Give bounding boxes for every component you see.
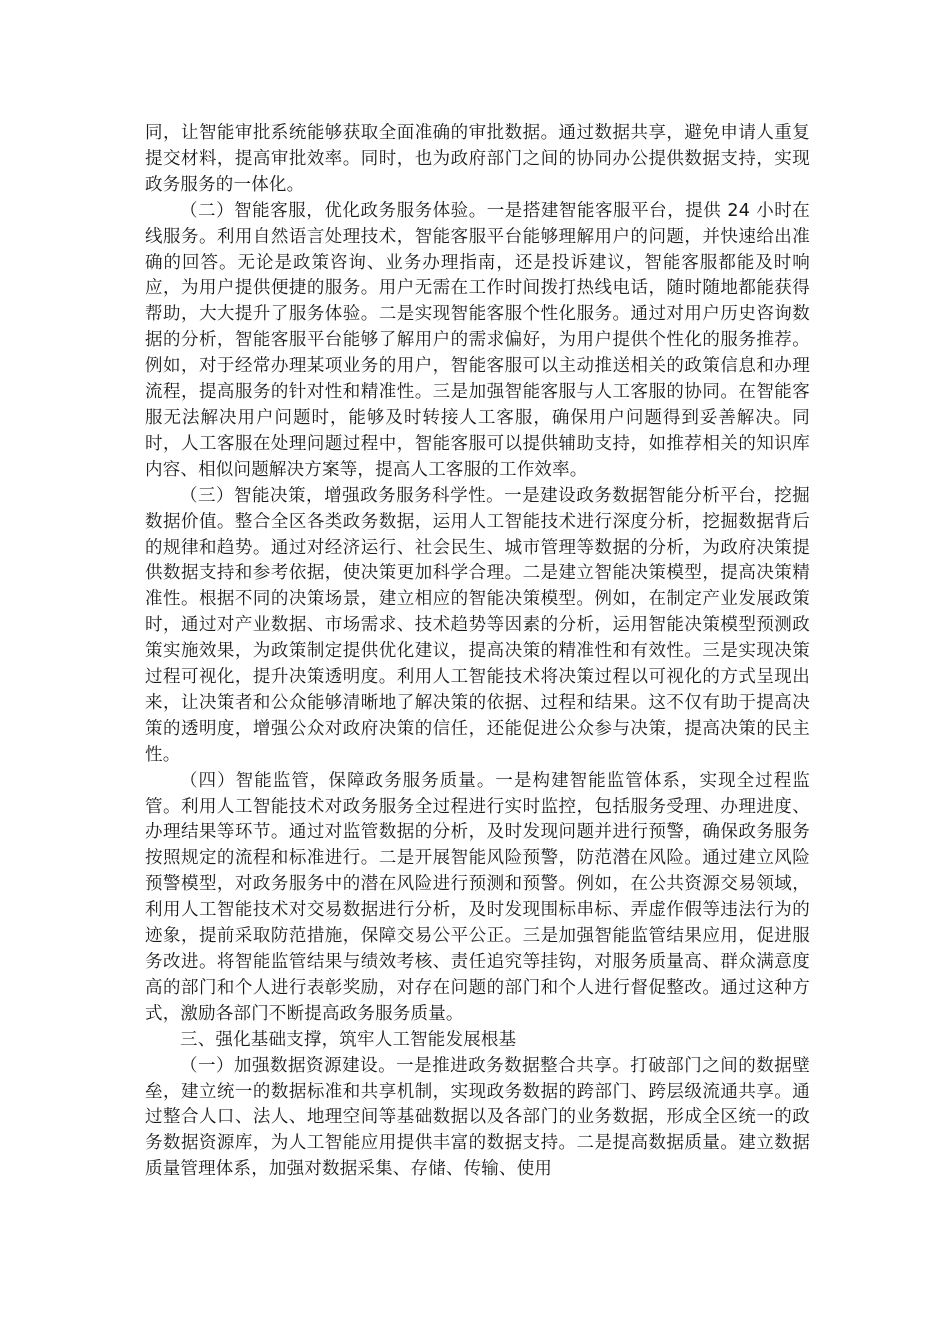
paragraph-continuation: 同，让智能审批系统能够获取全面准确的审批数据。通过数据共享，避免申请人重复提交材料，提高审批效率。同时，也为政府部门之间的协同办公提供数据支持，实现政务服务的一体化。 [145, 123, 810, 195]
paragraph-smart-supervision: （四）智能监管，保障政务服务质量。一是构建智能监管体系，实现全过程监管。利用人工智能技术对政务服务全过程进行实时监控，包括服务受理、办理进度、办理结果等环节。通过对监管数据的分析，及时发现问题并进行预警，确保政务服务按照规定的流程和标准进行。二是开展智能风险预警，防范潜在风险。通过建立风险预警模型，对政务服务中的潜在风险进行预测和预警。例如，在公共资源交易领域，利用人工智能技术对交易数据进行分析，及时发现围标串标、弄虚作假等违法行为的迹象，提前采取防范措施，保障交易公平公正。三是加强智能监管结果应用，促进服务改进。将智能监管结果与绩效考核、责任追究等挂钩，对服务质量高、群众满意度高的部门和个人进行表彰奖励，对存在问题的部门和个人进行督促整改。通过这种方式，激励各部门不断提高政务服务质量。 [145, 770, 810, 1024]
paragraph-smart-customer-service: （二）智能客服，优化政务服务体验。一是搭建智能客服平台，提供 24 小时在线服务。利用自然语言处理技术，智能客服平台能够理解用户的问题，并快速给出准确的回答。无论是政策咨询、业务办理指南，还是投诉建议，智能客服都能及时响应，为用户提供便捷的服务。用户无需在工作时间拨打热线电话，随时随地都能获得帮助，大大提升了服务体验。二是实现智能客服个性化服务。通过对用户历史咨询数据的分析，智能客服平台能够了解用户的需求偏好，为用户提供个性化的服务推荐。例如，对于经常办理某项业务的用户，智能客服可以主动推送相关的政策信息和办理流程，提高服务的针对性和精准性。三是加强智能客服与人工客服的协同。在智能客服无法解决用户问题时，能够及时转接人工客服，确保用户问题得到妥善解决。同时，人工客服在处理问题过程中，智能客服可以提供辅助支持，如推荐相关的知识库内容、相似问题解决方案等，提高人工客服的工作效率。 [145, 200, 810, 480]
paragraph-smart-decision: （三）智能决策，增强政务服务科学性。一是建设政务数据智能分析平台，挖掘数据价值。整合全区各类政务数据，运用人工智能技术进行深度分析，挖掘数据背后的规律和趋势。通过对经济运行、社会民生、城市管理等数据的分析，为政府决策提供数据支持和参考依据，使决策更加科学合理。二是建立智能决策模型，提高决策精准性。根据不同的决策场景，建立相应的智能决策模型。例如，在制定产业发展政策时，通过对产业数据、市场需求、技术趋势等因素的分析，运用智能决策模型预测政策实施效果，为政策制定提供优化建议，提高决策的精准性和有效性。三是实现决策过程可视化，提升决策透明度。利用人工智能技术将决策过程以可视化的方式呈现出来，让决策者和公众能够清晰地了解决策的依据、过程和结果。这不仅有助于提高决策的透明度，增强公众对政府决策的信任，还能促进公众参与决策，提高决策的民主性。 [145, 485, 810, 765]
document-body [145, 121, 810, 1183]
paragraph-data-resources: （一）加强数据资源建设。一是推进政务数据整合共享。打破部门之间的数据壁垒，建立统一的数据标准和共享机制，实现政务数据的跨部门、跨层级流通共享。通过整合人口、法人、地理空间等基础数据以及各部门的业务数据，形成全区统一的政务数据资源库，为人工智能应用提供丰富的数据支持。二是提高数据质量。建立数据质量管理体系，加强对数据采集、存储、传输、使用 [145, 1055, 810, 1180]
section-heading-three: 三、强化基础支撑，筑牢人工智能发展根基 [180, 1029, 517, 1050]
